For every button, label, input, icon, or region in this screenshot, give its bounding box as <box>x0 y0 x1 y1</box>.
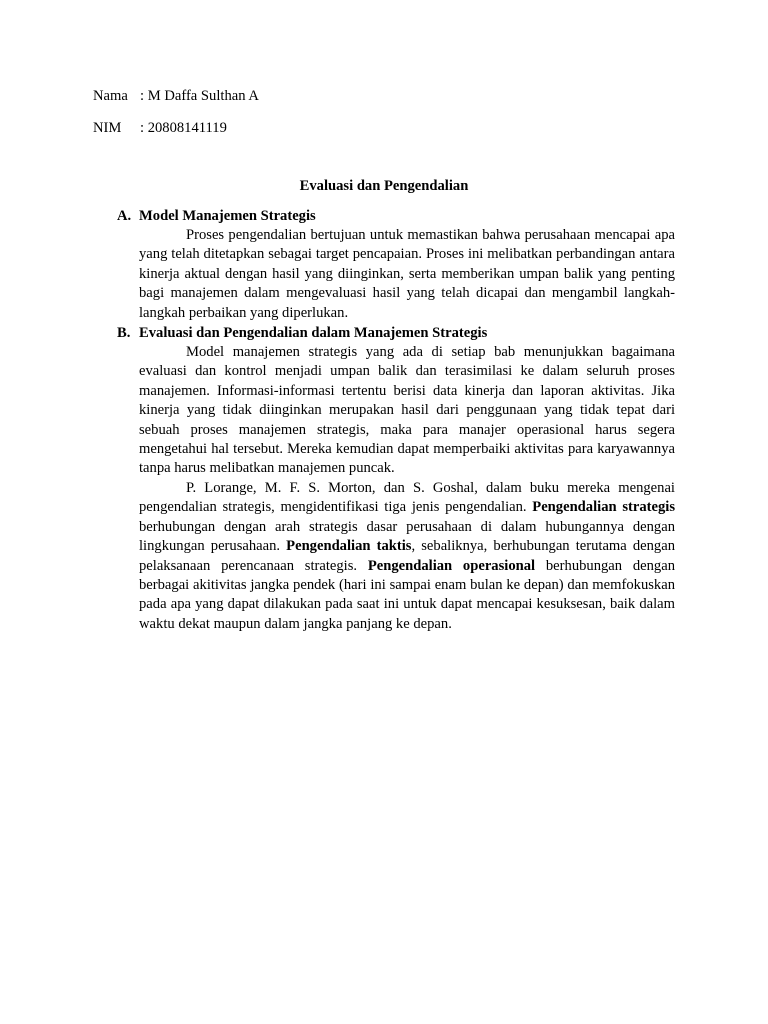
nim-row <box>93 118 227 138</box>
paragraph-2-text-3: berhubungan dengan berbagai akitivitas jangka pendek (hari ini sampai enam bulan ke depan) dan memfokuskan pada apa yang dapat dilakukan pada saat ini untuk dapat mencapai kesuksesan, baik dalam waktu dekat maupun dalam jangka panjang ke depan. <box>139 557 675 632</box>
section-b-title: Evaluasi dan Pengendalian dalam Manajemen Strategis <box>139 325 488 342</box>
name-row <box>93 86 259 106</box>
section-b-letter: B. <box>117 325 131 342</box>
paragraph-2-intro: P. Lorange, M. F. S. Morton, dan S. Goshal, dalam buku mereka mengenai pengendalian strategis, mengidentifikasi tiga jenis pengendalian. <box>139 479 675 516</box>
section-b-paragraph-2 <box>139 479 675 634</box>
name-label: Nama <box>93 88 128 104</box>
section-b-heading <box>117 323 675 343</box>
name-value: : M Daffa Sulthan A <box>140 88 259 104</box>
document-title: Evaluasi dan Pengendalian <box>299 178 469 194</box>
section-a-body <box>139 226 675 323</box>
section-b <box>117 323 675 634</box>
sections-list <box>117 206 675 634</box>
nim-label: NIM <box>93 120 122 136</box>
section-a <box>117 206 675 323</box>
section-a-paragraph: Proses pengendalian bertujuan untuk memastikan bahwa perusahaan mencapai apa yang telah ditetapkan sebagai target pencapaian. Proses ini melibatkan perbandingan antara kinerja aktual dengan hasil yang diinginkan, serta memberikan umpan balik yang penting bagi manajemen dalam mengevaluasi hasil yang telah dicapai dan mengambil langkah-langkah perbaikan yang diperlukan. <box>139 227 675 321</box>
section-a-heading <box>117 206 675 226</box>
term-strategic-control: Pengendalian strategis <box>532 499 675 516</box>
nim-value: : 20808141119 <box>140 120 227 136</box>
section-b-paragraph-1: Model manajemen strategis yang ada di setiap bab menunjukkan bagaimana evaluasi dan kontrol menjadi umpan balik dan terasimilasi ke dalam seluruh proses manajemen. Informasi-informasi tertentu berisi data kinerja dan laporan aktivitas. Jika kinerja yang tidak diinginkan merupakan hasil dari penggunaan yang tidak tepat dari sebuah proses manajemen strategis, maka para manajer operasional harus segera mengetahui hal tersebut. Mereka kemudian dapat memperbaiki aktivitas para karyawannya tanpa harus melibatkan manajemen puncak. <box>139 344 675 477</box>
paragraph-2-text-1: berhubungan dengan arah strategis dasar perusahaan di dalam hubungannya dengan lingkungan perusahaan. <box>139 518 675 555</box>
paragraph-2-text-2: , sebaliknya, berhubungan terutama dengan pelaksanaan perencanaan strategis. <box>139 538 675 574</box>
section-a-title: Model Manajemen Strategis <box>139 208 316 224</box>
term-operational-control: Pengendalian operasional <box>367 557 536 574</box>
term-tactical-control: Pengendalian taktis <box>286 538 412 555</box>
section-b-body <box>139 343 675 634</box>
section-a-letter: A. <box>117 208 132 224</box>
